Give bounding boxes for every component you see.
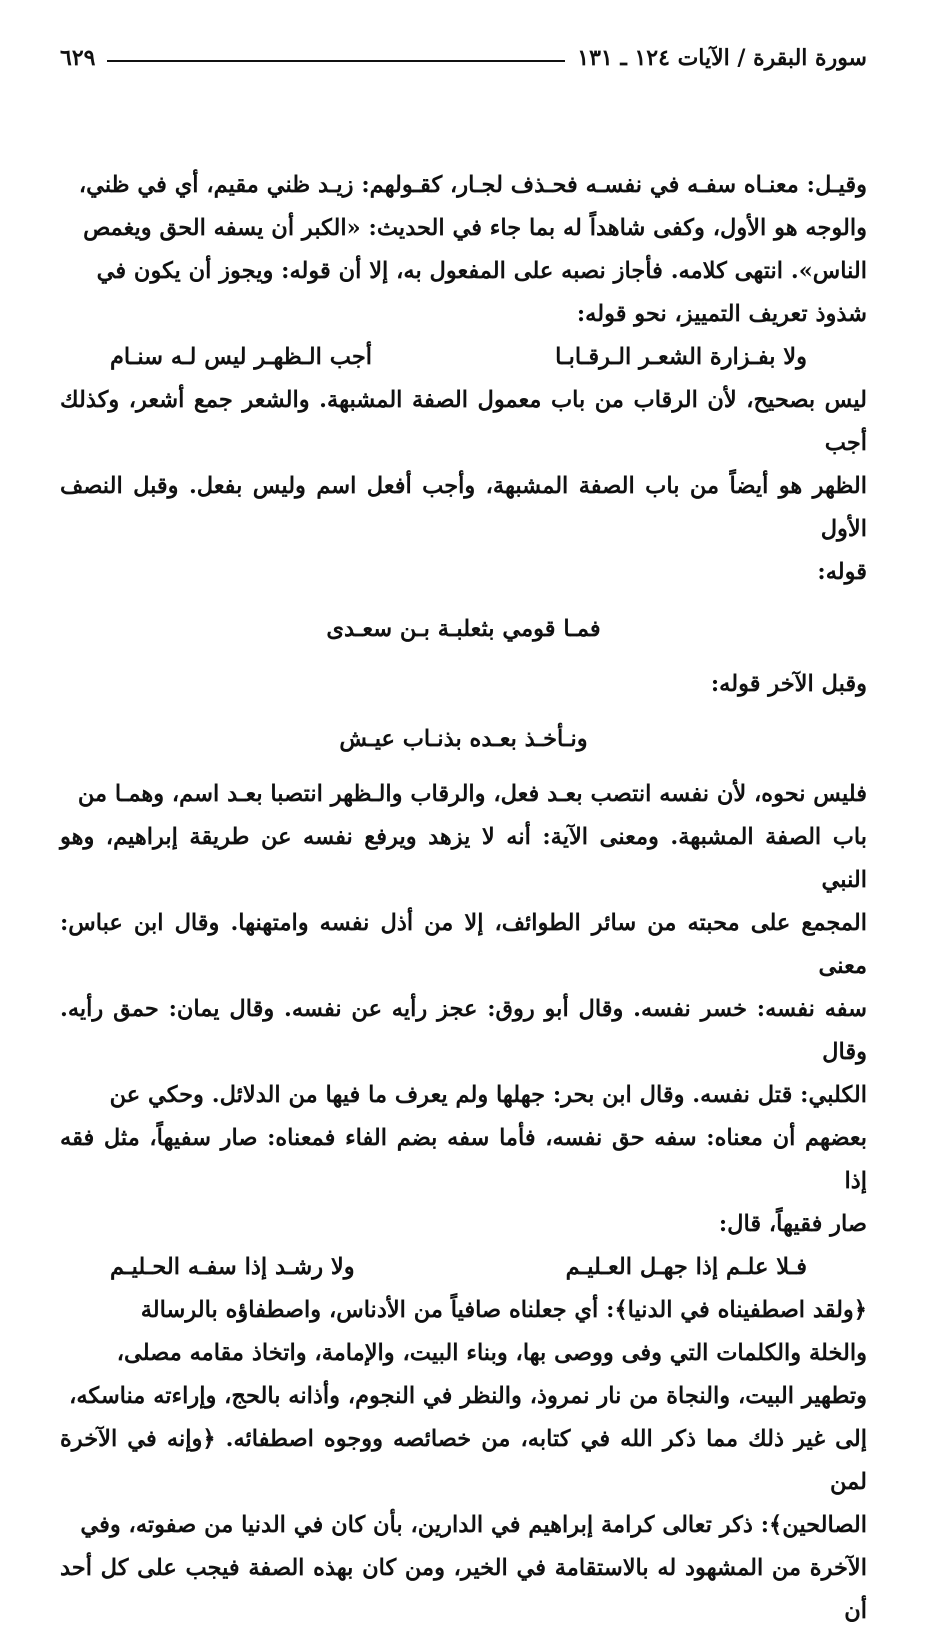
page-header [60, 38, 867, 78]
text-line: فليس نحوه، لأن نفسه انتصب بعـد فعل، والرقاب والـظهر انتصبا بعـد اسم، وهمـا من [77, 781, 867, 807]
text-line: والوجه هو الأول، وكفى شاهداً له بما جاء في الحديث: «الكبر أن يسفه الحق ويغمص [83, 215, 867, 241]
running-title: سورة البقرة / الآيات ١٢٤ ـ ١٣١ [577, 45, 867, 71]
text-line: وقبل الآخر قوله: [710, 671, 867, 697]
text-line [60, 1418, 867, 1504]
text-line: الظهر هو أيضاً من باب الصفة المشبهة، وأجب أفعل اسم وليس بفعل. وقبل النصف الأول [60, 473, 867, 542]
verse-hemistich-first: ولا بفـزارة الشعـر الـرقـابـا [555, 344, 807, 370]
page-body [60, 164, 867, 1633]
text-line: باب الصفة المشبهة. ومعنى الآية: أنه لا يزهد ويرفع نفسه عن طريقة إبراهيم، وهو النبي [60, 824, 867, 893]
poetry-verse [60, 336, 867, 379]
poetry-verse [60, 1246, 867, 1289]
text-line: والخلة والكلمات التي وفى ووصى بها، وبناء البيت، والإمامة، واتخاذ مقامه مصلى، [116, 1340, 867, 1366]
quran-quote: ﴿وإنه في الآخرة لمن [60, 1426, 867, 1495]
text-line: قوله: [817, 559, 867, 585]
text-line: المجمع على محبته من سائر الطوائف، إلا من أذل نفسه وامتهنها. وقال ابن عباس: معنى [60, 910, 867, 979]
text-line: وتطهير البيت، والنجاة من نار نمروذ، والنظر في النجوم، وأذانه بالحج، وإراءته مناسكه، [69, 1383, 867, 1409]
text-span: إلى غير ذلك مما ذكر الله في كتابه، من خصائصه ووجوه اصطفائه. [225, 1426, 867, 1452]
text-line: صار فقيهاً، قال: [718, 1211, 867, 1237]
verse-hemistich-first: فـلا علـم إذا جهـل العـليـم [565, 1254, 807, 1280]
quran-quote: ﴿ولقد اصطفيناه في الدنيا﴾ [614, 1297, 867, 1323]
text-line: شذوذ تعريف التمييز، نحو قوله: [576, 301, 867, 327]
text-line: الناس». انتهى كلامه. فأجاز نصبه على المفعول به، إلا أن قوله: ويجوز أن يكون في [96, 258, 867, 284]
text-span: : ذكر تعالى كرامة إبراهيم في الدارين، بأن كان في الدنيا من صفوته، وفي [80, 1512, 770, 1538]
text-line: ليس بصحيح، لأن الرقاب من باب معمول الصفة المشبهة. والشعر جمع أشعر، وكذلك أجب [60, 387, 867, 456]
header-rule [107, 60, 565, 62]
text-line: وقيـل: معنـاه سفـه في نفسـه فحـذف لجـار، كقـولهم: زيـد ظني مقيم، أي في ظني، [78, 172, 867, 198]
poetry-hemistich: فمـا قومي بثعلبـة بـن سعـدى [326, 616, 601, 642]
verse-hemistich-second: أجب الـظهـر ليس لـه سنـام [110, 344, 372, 370]
text-line [60, 1289, 867, 1332]
text-line: سفه نفسه: خسر نفسه. وقال أبو روق: عجز رأيه عن نفسه. وقال يمان: حمق رأيه. وقال [60, 996, 867, 1065]
text-line: الآخرة من المشهود له بالاستقامة في الخير، ومن كان بهذه الصفة فيجب على كل أحد أن [60, 1555, 867, 1624]
text-line [60, 1504, 867, 1547]
page-number: ٦٢٩ [60, 45, 96, 71]
text-line: بعضهم أن معناه: سفه حق نفسه، فأما سفه بضم الفاء فمعناه: صار سفيهاً، مثل فقه إذا [60, 1125, 867, 1194]
text-span: : أي جعلناه صافياً من الأدناس، واصطفاؤه بالرسالة [140, 1297, 615, 1323]
verse-hemistich-second: ولا رشـد إذا سفـه الحـليـم [110, 1254, 355, 1280]
text-line: الكلبي: قتل نفسه. وقال ابن بحر: جهلها ولم يعرف ما فيها من الدلائل. وحكي عن [109, 1082, 867, 1108]
poetry-hemistich: ونـأخـذ بعـده بذنـاب عيـش [339, 726, 588, 752]
quran-quote: الصالحين﴾ [769, 1512, 867, 1538]
